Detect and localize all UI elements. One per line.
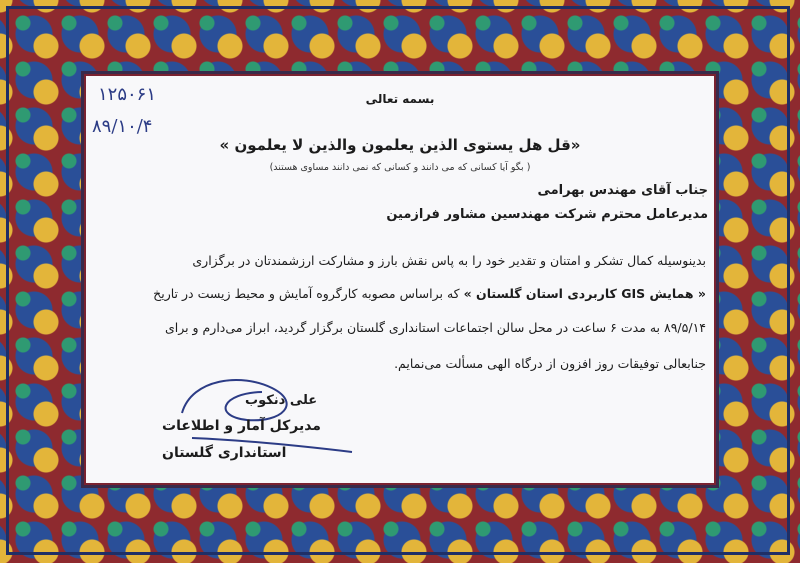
quran-verse: «قل هل یستوی الذین یعلمون والذین لا یعلمون » [219, 136, 581, 154]
verse-translation: ( بگو آیا کسانی که می دانند و کسانی که نمی دانند مساوی هستند) [269, 162, 531, 173]
handwritten-number: ۱۲۵۰۶۱ [98, 84, 157, 105]
body-line-1: بدینوسیله کمال تشکر و امتنان و تقدیر خود را به پاس نقش بارز و مشارکت ارزشمندتان در برگزاری [192, 253, 706, 268]
body-line-3: ۸۹/۵/۱۴ به مدت ۶ ساعت در محل سالن اجتماعات استانداری گلستان برگزار گردید، ابراز می‌دارم و برای [164, 320, 706, 335]
signatory-title: مدیرکل آمار و اطلاعات [162, 418, 321, 434]
body-line-2-rest: که براساس مصوبه کارگروه آمایش و محیط زیست در تاریخ [153, 286, 464, 301]
signatory-name: علی دنکوب [245, 393, 318, 408]
recipient-title: مدیرعامل محترم شرکت مهندسین مشاور فرازمین [386, 207, 708, 222]
signatory-organization: استانداری گلستان [162, 445, 287, 461]
bismillah-heading: بسمه تعالی [365, 92, 435, 106]
event-name: « همایش GIS کاربردی استان گلستان » [463, 286, 706, 301]
body-line-4: جنابعالی توفیقات روز افزون از درگاه الهی مسألت می‌نمایم. [394, 356, 706, 371]
recipient-name: جناب آقای مهندس بهرامی [537, 183, 708, 198]
handwritten-date: ۸۹/۱۰/۴ [92, 116, 153, 137]
body-line-2 [106, 288, 706, 301]
